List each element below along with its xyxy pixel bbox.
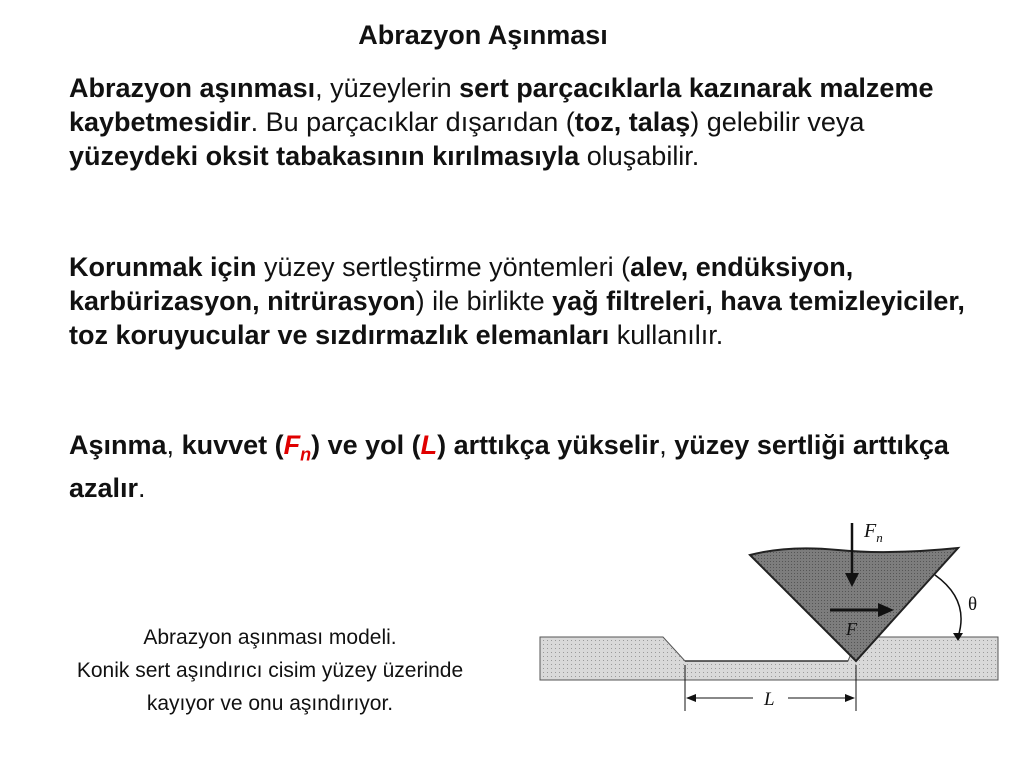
emphasis-path: ) ve yol ( [311, 430, 421, 460]
angle-arc [935, 575, 961, 637]
emphasis-methods: alev, endüksiyon, karbürizasyon, nitrürasyon [69, 252, 854, 316]
angle-label: θ [968, 594, 978, 615]
paragraph-relation [69, 428, 969, 505]
symbol-n-subscript: n [300, 444, 312, 465]
caption-line-2: Konik sert aşındırıcı cisim yüzey üzerinde [76, 659, 464, 682]
symbol-force [283, 430, 312, 465]
emphasis-components: yağ filtreleri, hava temizleyiciler, toz koruyucular ve sızdırmazlık elemanları [69, 286, 965, 350]
caption-line-1: Abrazyon aşınması modeli. [143, 626, 397, 649]
paragraph-definition [69, 71, 969, 173]
text: , [659, 430, 675, 460]
text: ) ile birlikte [415, 286, 553, 316]
emphasis-force: kuvvet ( [181, 430, 284, 460]
symbol-length: L [420, 430, 438, 460]
text: . [138, 473, 146, 504]
paragraph-protection [69, 250, 969, 352]
length-label: L [764, 689, 775, 710]
emphasis-oxide-layer: yüzeydeki oksit tabakasının kırılmasıyla [69, 141, 580, 171]
text: . Bu parçacıklar dışarıdan ( [250, 107, 575, 137]
symbol-f: F [283, 430, 301, 460]
text: oluşabilir. [579, 141, 700, 171]
term-abrasion-wear: Abrazyon aşınması [69, 73, 316, 103]
emphasis-increases: ) arttıkça yükselir [437, 430, 660, 460]
caption-line-3: kayıyor ve onu aşındırıyor. [146, 692, 394, 715]
text: ) gelebilir veya [690, 107, 865, 137]
dimension-arrow-right [845, 694, 855, 702]
emphasis-definition: sert parçacıklarla kazınarak malzeme kaybetmesidir [69, 73, 934, 137]
normal-force-label: $F_n$ [864, 520, 883, 545]
emphasis-dust-chips: toz, talaş [574, 107, 691, 137]
figure-caption [0, 621, 540, 720]
dimension-arrow-left [686, 694, 696, 702]
emphasis-wear: Aşınma [69, 430, 167, 460]
emphasis-hardness: yüzey sertliği arttıkça azalır [69, 430, 949, 504]
workpiece-surface [540, 637, 998, 680]
text: , [166, 430, 182, 460]
slide-title: Abrazyon Aşınması [358, 20, 608, 50]
abrasion-model-figure [538, 515, 1008, 715]
text: , yüzeylerin [315, 73, 460, 103]
text: kullanılır. [609, 320, 724, 350]
emphasis-protection: Korunmak için [69, 252, 257, 282]
tangential-force-label: F [846, 619, 857, 639]
text: yüzey sertleştirme yöntemleri ( [256, 252, 631, 282]
